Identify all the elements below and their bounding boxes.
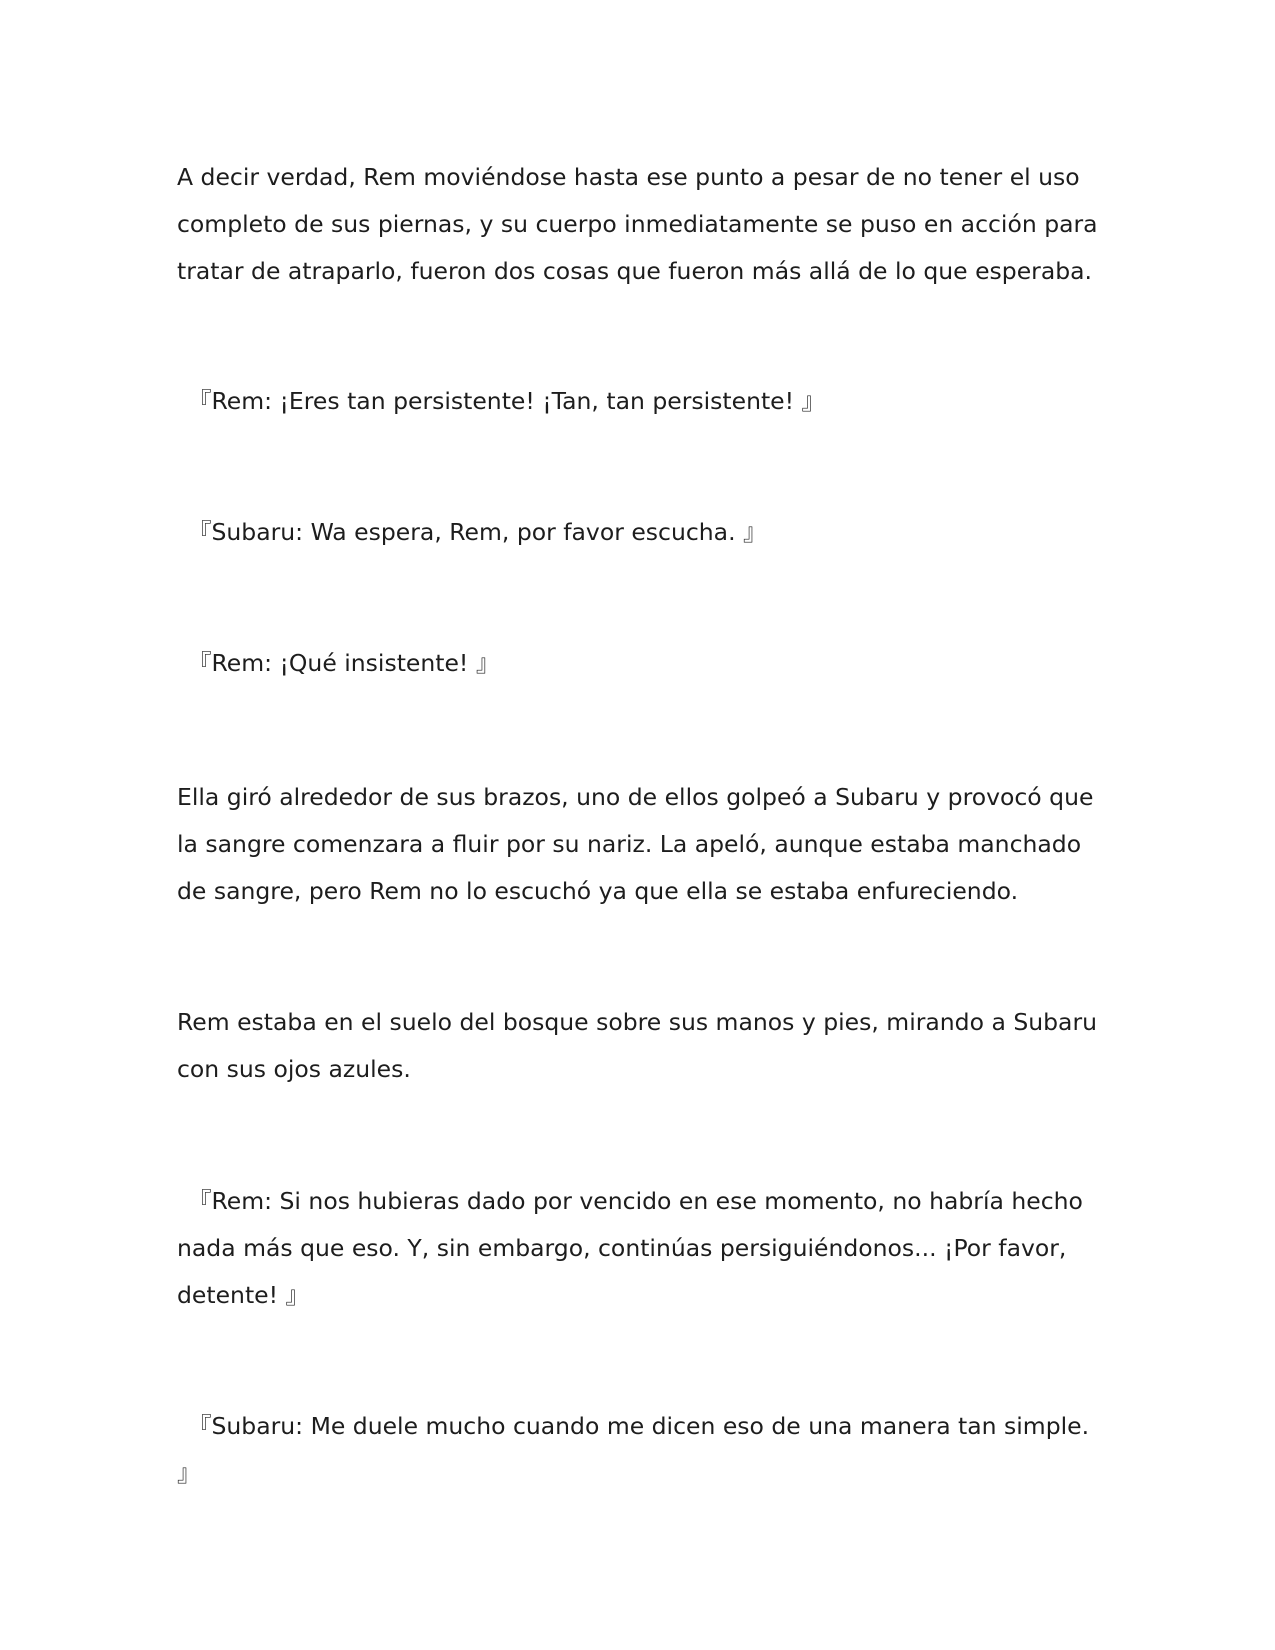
narration-paragraph — [177, 999, 1107, 1093]
text-line: de sangre, pero Rem no lo escuchó ya que ella se estaba enfureciendo. — [177, 877, 1019, 905]
text-line: 『Rem: ¡Qué insistente! 』 — [188, 649, 500, 677]
text-line: 『Subaru: Me duele mucho cuando me dicen eso de una manera tan simple. — [188, 1412, 1090, 1440]
text-line: nada más que eso. Y, sin embargo, continúas persiguiéndonos... ¡Por favor, — [177, 1234, 1067, 1262]
dialogue-line-subaru — [188, 509, 1118, 556]
text-line: la sangre comenzara a fluir por su nariz. La apeló, aunque estaba manchado — [177, 830, 1082, 858]
dialogue-line-rem — [188, 378, 1118, 425]
text-line: 『Subaru: Wa espera, Rem, por favor escucha. 』 — [188, 518, 767, 546]
text-line: A decir verdad, Rem moviéndose hasta ese punto a pesar de no tener el uso — [177, 163, 1080, 191]
narration-paragraph — [177, 154, 1107, 295]
text-line: 『Rem: Si nos hubieras dado por vencido en ese momento, no habría hecho — [188, 1187, 1083, 1215]
narration-paragraph — [177, 774, 1107, 915]
text-line: tratar de atraparlo, fueron dos cosas que fueron más allá de lo que esperaba. — [177, 257, 1093, 285]
text-line: con sus ojos azules. — [177, 1055, 411, 1083]
text-line: 』 — [177, 1459, 201, 1487]
dialogue-line-rem — [177, 1178, 1107, 1319]
text-line: Rem estaba en el suelo del bosque sobre sus manos y pies, mirando a Subaru — [177, 1008, 1097, 1036]
dialogue-line-rem — [188, 640, 1118, 687]
text-line: detente! 』 — [177, 1281, 310, 1309]
text-line: completo de sus piernas, y su cuerpo inmediatamente se puso en acción para — [177, 210, 1098, 238]
text-line: Ella giró alrededor de sus brazos, uno de ellos golpeó a Subaru y provocó que — [177, 783, 1094, 811]
dialogue-line-subaru — [177, 1403, 1107, 1497]
text-line: 『Rem: ¡Eres tan persistente! ¡Tan, tan persistente! 』 — [188, 387, 826, 415]
